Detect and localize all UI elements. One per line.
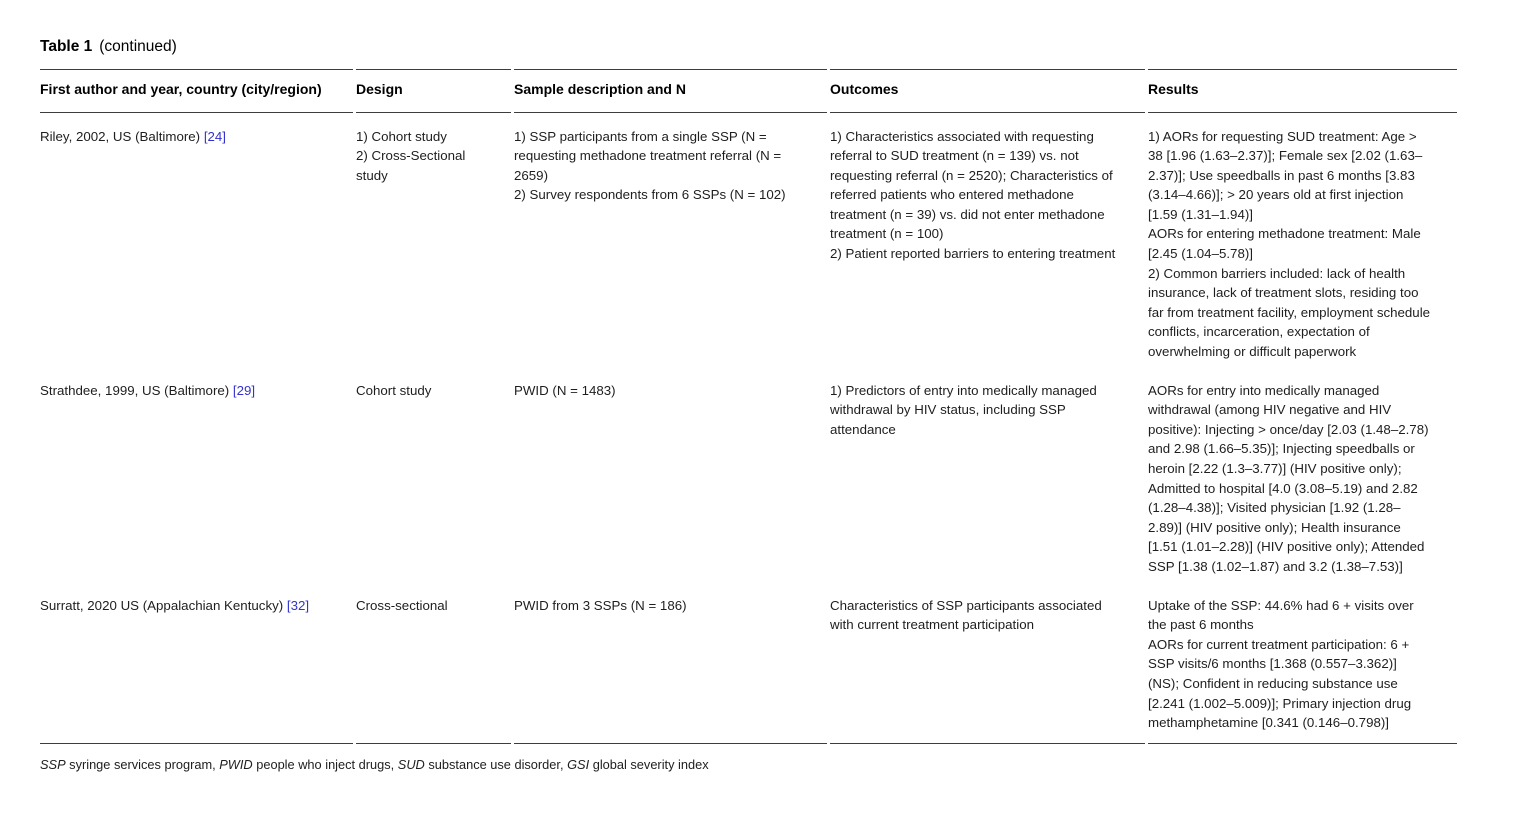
table-row: [40, 113, 1462, 367]
cell-paragraph: AORs for entry into medically managed withdrawal (among HIV negative and HIV positive): Injecting > once/day [2.03 (1.48–2.78) and 2.98 (1.66–5.35)]; Injecting speedballs or heroin [2.22 (1.3–3.77)] (HIV positive only); Admitted to hospital [4.0 (3.08–5.19) and 2.82 (1.28–4.38)]; Visited physician [1.92 (1.28–2.89)] (HIV positive only); Health insurance [1.51 (1.01–2.28)] (HIV positive only); Attended SSP [1.38 (1.02–1.87) and 3.2 (1.38–7.53)]: [1148, 382, 1429, 574]
cell-design: [356, 582, 511, 744]
footnote-abbr: GSI: [567, 756, 590, 772]
cell-paragraph: 2) Patient reported barriers to entering treatment: [830, 246, 1116, 262]
author-text: Riley, 2002, US (Baltimore): [40, 128, 201, 144]
citation-link[interactable]: [24]: [203, 128, 226, 144]
footnote-abbr: SSP: [40, 756, 66, 772]
cell-paragraph: 1) Characteristics associated with requesting referral to SUD treatment (n = 139) vs. not requesting referral (n = 2520); Characteristics of referred patients who entered methadone treatment (n = 39) vs. did not enter methadone treatment (n = 100): [830, 128, 1113, 242]
cell-paragraph: 1) AORs for requesting SUD treatment: Age > 38 [1.96 (1.63–2.37)]; Female sex [2.02 (1.63–2.37)]; Use speedballs in past 6 months [3.83 (3.14–4.66)]; > 20 years old at first injection [1.59 (1.31–1.94)]: [1148, 128, 1423, 222]
cell-paragraph: 2) Cross-Sectional study: [356, 148, 466, 183]
column-header-sample: Sample description and N: [514, 69, 827, 113]
cell-author: [40, 367, 353, 582]
cell-results: [1148, 582, 1457, 744]
table-row: [40, 582, 1462, 744]
cell-outcomes: [830, 582, 1145, 744]
author-text: Surratt, 2020 US (Appalachian Kentucky): [40, 597, 284, 613]
cell-paragraph: AORs for entering methadone treatment: Male [2.45 (1.04–5.78)]: [1148, 226, 1421, 262]
cell-design: [356, 113, 511, 367]
column-header-author: First author and year, country (city/region): [40, 69, 353, 113]
cell-results: [1148, 113, 1457, 367]
cell-paragraph: Uptake of the SSP: 44.6% had 6 + visits over the past 6 months: [1148, 597, 1414, 633]
cell-paragraph: 1) Predictors of entry into medically managed withdrawal by HIV status, including SSP attendance: [830, 382, 1097, 437]
cell-outcomes: [830, 367, 1145, 582]
footnote-abbr: PWID: [219, 756, 253, 772]
cell-author: [40, 113, 353, 367]
cell-paragraph: Characteristics of SSP participants associated with current treatment participation: [830, 597, 1102, 633]
column-header-outcomes: Outcomes: [830, 69, 1145, 113]
cell-design: [356, 367, 511, 582]
cell-paragraph: 1) Cohort study: [356, 128, 447, 144]
footnote-text: substance use disorder,: [424, 756, 568, 772]
table-title-suffix: (continued): [99, 38, 177, 55]
footnote-text: people who inject drugs,: [252, 756, 398, 772]
cell-author: [40, 582, 353, 744]
cell-paragraph: Cross-sectional: [356, 597, 448, 613]
cell-paragraph: 1) SSP participants from a single SSP (N = requesting methadone treatment referral (N = 2659): [514, 128, 782, 183]
abbreviations-footnote: [40, 756, 1462, 773]
cell-paragraph: PWID (N = 1483): [514, 382, 616, 398]
author-text: Strathdee, 1999, US (Baltimore): [40, 382, 230, 398]
cell-sample: [514, 582, 827, 744]
cell-results: [1148, 367, 1457, 582]
column-header-results: Results: [1148, 69, 1457, 113]
cell-outcomes: [830, 113, 1145, 367]
footnote-abbr: SUD: [397, 756, 425, 772]
cell-paragraph: 2) Common barriers included: lack of health insurance, lack of treatment slots, residing too far from treatment facility, employment schedule conflicts, incarceration, expectation of overwhelming or difficult paperwork: [1148, 265, 1431, 360]
cell-sample: [514, 113, 827, 367]
table-header-row: [40, 69, 1462, 113]
table-row: [40, 367, 1462, 582]
column-header-design: Design: [356, 69, 511, 113]
table-title: [40, 38, 1462, 56]
footnote-text: syringe services program,: [65, 756, 220, 772]
footnote-text: global severity index: [589, 756, 709, 772]
table-title-label: Table 1: [40, 38, 93, 55]
cell-paragraph: Cohort study: [356, 382, 432, 398]
citation-link[interactable]: [29]: [232, 382, 256, 398]
citation-link[interactable]: [32]: [286, 597, 310, 613]
cell-sample: [514, 367, 827, 582]
cell-paragraph: 2) Survey respondents from 6 SSPs (N = 102): [514, 187, 786, 203]
cell-paragraph: AORs for current treatment participation: 6 + SSP visits/6 months [1.368 (0.557–3.362)] (NS); Confident in reducing substance use [2.241 (1.002–5.009)]; Primary injection drug methamphetamine [0.341 (0.146–0.798)]: [1148, 636, 1412, 731]
cell-paragraph: PWID from 3 SSPs (N = 186): [514, 597, 687, 613]
